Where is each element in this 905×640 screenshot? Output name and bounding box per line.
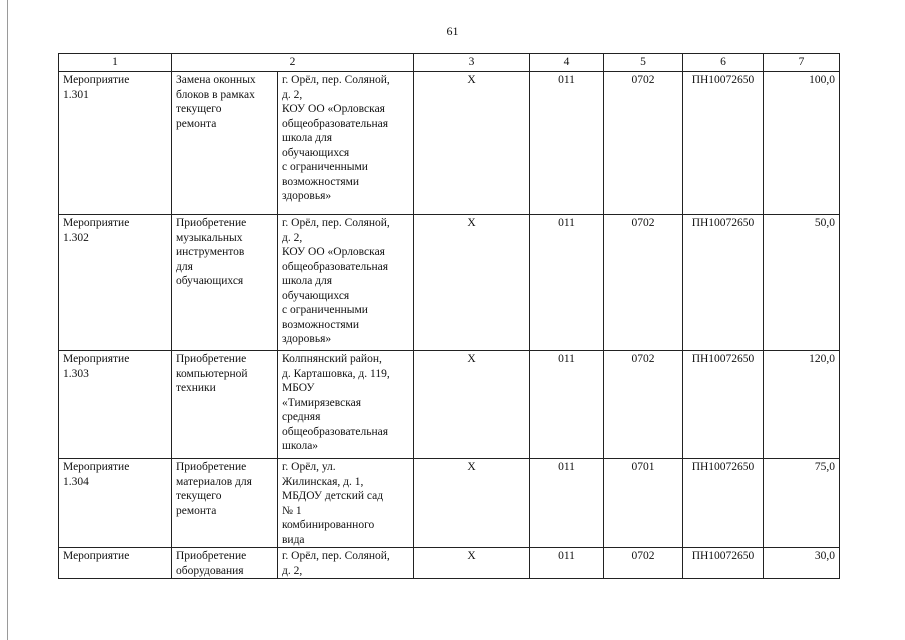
event-cell: Мероприятие 1.304 bbox=[59, 459, 172, 548]
event-cell: Мероприятие 1.303 bbox=[59, 351, 172, 459]
amount-cell: 50,0 bbox=[764, 215, 840, 351]
header-col-4: 4 bbox=[530, 54, 604, 72]
event-name-cell: Замена оконных блоков в рамках текущего ремонта bbox=[172, 72, 278, 215]
table-row bbox=[59, 351, 840, 459]
col6-cell: ПН10072650 bbox=[683, 72, 764, 215]
address-cell: г. Орёл, пер. Соляной, д. 2, bbox=[278, 548, 414, 579]
col5-cell: 0702 bbox=[604, 548, 683, 579]
header-col-5: 5 bbox=[604, 54, 683, 72]
event-cell: Мероприятие bbox=[59, 548, 172, 579]
header-col-3: 3 bbox=[414, 54, 530, 72]
header-col-6: 6 bbox=[683, 54, 764, 72]
event-name-cell: Приобретение материалов для текущего ремонта bbox=[172, 459, 278, 548]
col4-cell: 011 bbox=[530, 72, 604, 215]
page-edge-line bbox=[7, 0, 8, 640]
col5-cell: 0702 bbox=[604, 351, 683, 459]
col4-cell: 011 bbox=[530, 215, 604, 351]
amount-cell: 120,0 bbox=[764, 351, 840, 459]
budget-table bbox=[58, 53, 840, 579]
col3-cell: Х bbox=[414, 459, 530, 548]
col3-cell: Х bbox=[414, 548, 530, 579]
col6-cell: ПН10072650 bbox=[683, 351, 764, 459]
table-row bbox=[59, 215, 840, 351]
col4-cell: 011 bbox=[530, 459, 604, 548]
col6-cell: ПН10072650 bbox=[683, 215, 764, 351]
col4-cell: 011 bbox=[530, 548, 604, 579]
amount-cell: 75,0 bbox=[764, 459, 840, 548]
table-row bbox=[59, 548, 840, 579]
col5-cell: 0702 bbox=[604, 215, 683, 351]
amount-cell: 30,0 bbox=[764, 548, 840, 579]
table-header-row bbox=[59, 54, 840, 72]
table-row bbox=[59, 459, 840, 548]
event-name-cell: Приобретение компьютерной техники bbox=[172, 351, 278, 459]
header-col-1: 1 bbox=[59, 54, 172, 72]
col3-cell: Х bbox=[414, 72, 530, 215]
col5-cell: 0701 bbox=[604, 459, 683, 548]
address-cell: г. Орёл, пер. Соляной, д. 2, КОУ ОО «Орловская общеобразовательная школа для обучающихся с ограниченными возможностями здоровья» bbox=[278, 72, 414, 215]
col6-cell: ПН10072650 bbox=[683, 459, 764, 548]
table-row bbox=[59, 72, 840, 215]
col6-cell: ПН10072650 bbox=[683, 548, 764, 579]
header-col-7: 7 bbox=[764, 54, 840, 72]
event-name-cell: Приобретение оборудования bbox=[172, 548, 278, 579]
col3-cell: Х bbox=[414, 351, 530, 459]
col5-cell: 0702 bbox=[604, 72, 683, 215]
address-cell: г. Орёл, пер. Соляной, д. 2, КОУ ОО «Орловская общеобразовательная школа для обучающихся с ограниченными возможностями здоровья» bbox=[278, 215, 414, 351]
page-number: 61 bbox=[446, 24, 459, 38]
address-cell: Колпнянский район, д. Карташовка, д. 119, МБОУ «Тимирязевская средняя общеобразовательная школа» bbox=[278, 351, 414, 459]
event-cell: Мероприятие 1.301 bbox=[59, 72, 172, 215]
header-col-2: 2 bbox=[172, 54, 414, 72]
event-name-cell: Приобретение музыкальных инструментов для обучающихся bbox=[172, 215, 278, 351]
col4-cell: 011 bbox=[530, 351, 604, 459]
address-cell: г. Орёл, ул. Жилинская, д. 1, МБДОУ детский сад № 1 комбинированного вида bbox=[278, 459, 414, 548]
event-cell: Мероприятие 1.302 bbox=[59, 215, 172, 351]
col3-cell: Х bbox=[414, 215, 530, 351]
amount-cell: 100,0 bbox=[764, 72, 840, 215]
